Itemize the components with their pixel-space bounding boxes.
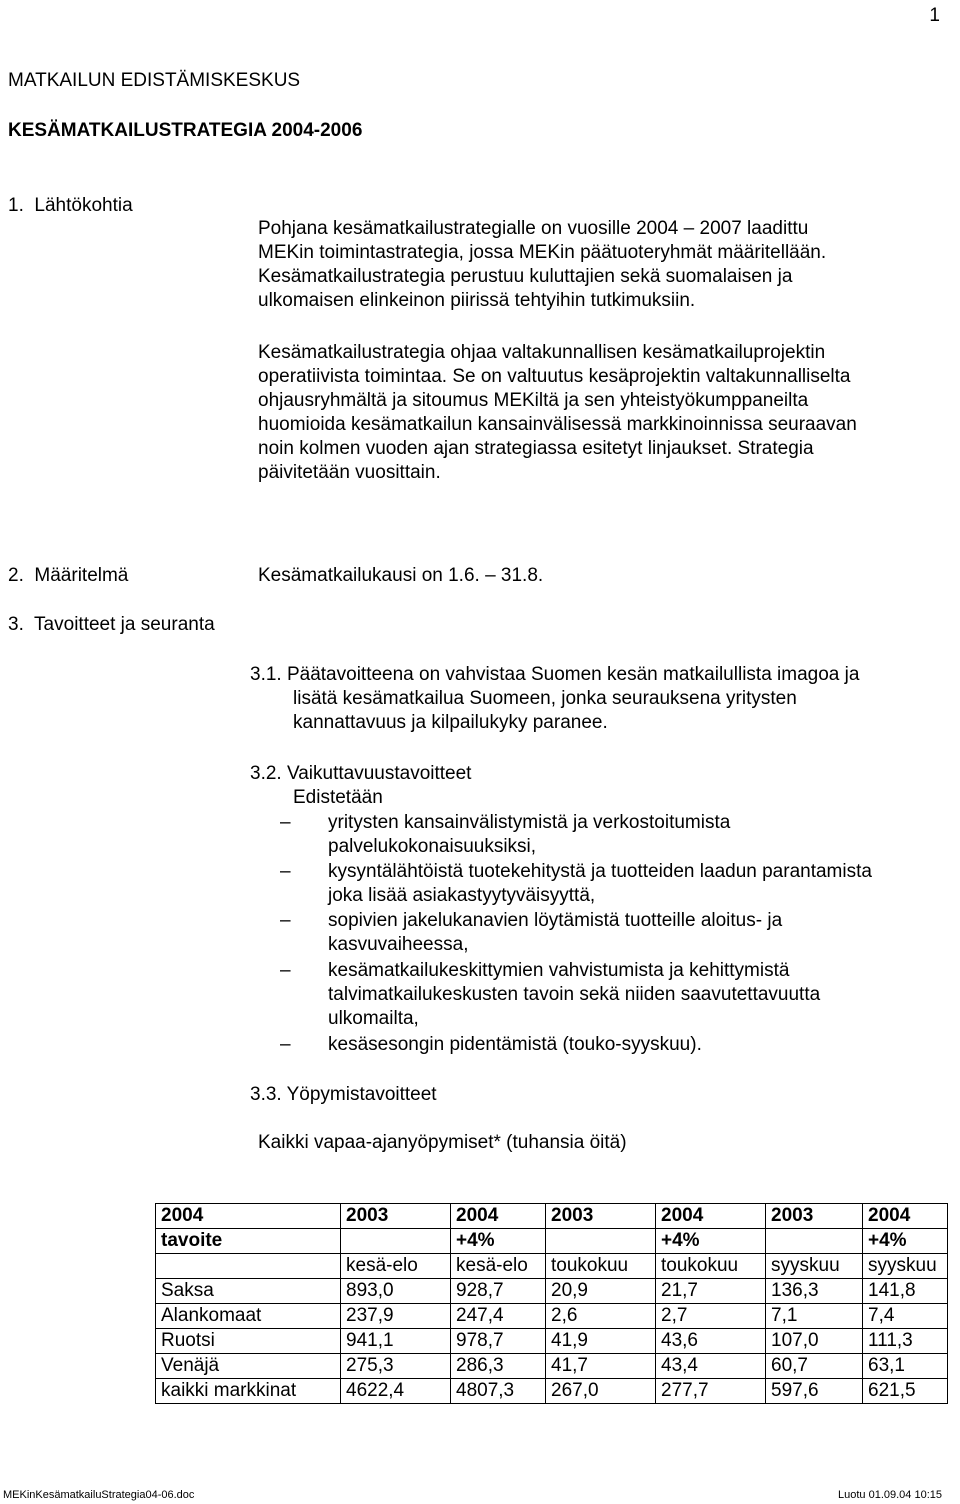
paragraph-line: päivitetään vuosittain. bbox=[258, 462, 441, 483]
table-row bbox=[156, 1354, 948, 1379]
list-item-line: kasvuvaiheessa, bbox=[328, 934, 469, 955]
list-item-line: palvelukokonaisuuksiksi, bbox=[328, 836, 537, 857]
header-cell: 2004 bbox=[156, 1204, 341, 1229]
header-cell: 2004 bbox=[863, 1204, 948, 1229]
header-cell bbox=[341, 1229, 451, 1254]
table-cell: 107,0 bbox=[766, 1329, 863, 1354]
paragraph-line: Kesämatkailustrategia perustuu kuluttajien sekä suomalaisen ja bbox=[258, 266, 793, 287]
table-cell: 111,3 bbox=[863, 1329, 948, 1354]
table-row bbox=[156, 1304, 948, 1329]
paragraph-line: Kesämatkailustrategia ohjaa valtakunnallisen kesämatkailuprojektin bbox=[258, 342, 826, 363]
table-cell: 275,3 bbox=[341, 1354, 451, 1379]
table-cell: 43,4 bbox=[656, 1354, 766, 1379]
paragraph-line: ulkomaisen elinkeinon piirissä tehtyihin tutkimuksiin. bbox=[258, 290, 696, 311]
table-cell: Venäjä bbox=[156, 1354, 341, 1379]
table-cell: Saksa bbox=[156, 1279, 341, 1304]
table-cell: 41,9 bbox=[546, 1329, 656, 1354]
list-item-line: kysyntälähtöistä tuotekehitystä ja tuotteiden laadun parantamista bbox=[328, 861, 872, 882]
header-cell: kesä-elo bbox=[451, 1254, 546, 1279]
table-header-row bbox=[156, 1204, 948, 1229]
overnight-stays-table bbox=[155, 1203, 948, 1404]
section1-heading: 1. Lähtökohtia bbox=[8, 195, 133, 216]
paragraph-line: ohjausryhmältä ja sitoumus MEKiltä ja sen yhteistyökumppaneilta bbox=[258, 390, 809, 411]
section1-paragraph-2 bbox=[258, 341, 948, 485]
table-cell: 597,6 bbox=[766, 1379, 863, 1404]
document-title: KESÄMATKAILUSTRATEGIA 2004-2006 bbox=[8, 120, 363, 141]
footer-created-date: Luotu 01.09.04 10:15 bbox=[838, 1489, 942, 1501]
paragraph-line: Pohjana kesämatkailustrategialle on vuosille 2004 – 2007 laadittu bbox=[258, 218, 809, 239]
table-cell: 2,7 bbox=[656, 1304, 766, 1329]
table-cell: 893,0 bbox=[341, 1279, 451, 1304]
header-cell: tavoite bbox=[156, 1229, 341, 1254]
header-cell: +4% bbox=[451, 1229, 546, 1254]
subsection-3-2-intro: Edistetään bbox=[293, 787, 383, 808]
table-cell: 237,9 bbox=[341, 1304, 451, 1329]
header-cell: +4% bbox=[656, 1229, 766, 1254]
page-number: 1 bbox=[929, 5, 940, 26]
organization-name: MATKAILUN EDISTÄMISKESKUS bbox=[8, 70, 301, 91]
list-item-line: sopivien jakelukanavien löytämistä tuotteille aloitus- ja bbox=[328, 910, 783, 931]
header-cell: toukokuu bbox=[546, 1254, 656, 1279]
dash-bullet-icon: – bbox=[280, 910, 291, 931]
dash-bullet-icon: – bbox=[280, 861, 291, 882]
table-cell: Ruotsi bbox=[156, 1329, 341, 1354]
paragraph-line: huomioida kesämatkailun kansainvälisessä markkinoinnissa seuraavan bbox=[258, 414, 857, 435]
table-cell: Alankomaat bbox=[156, 1304, 341, 1329]
list-item-line: kesäsesongin pidentämistä (touko-syyskuu). bbox=[328, 1034, 702, 1055]
header-cell: +4% bbox=[863, 1229, 948, 1254]
table-cell: 941,1 bbox=[341, 1329, 451, 1354]
dash-bullet-icon: – bbox=[280, 812, 291, 833]
section2-heading: 2. Määritelmä bbox=[8, 565, 129, 586]
table-cell: 4622,4 bbox=[341, 1379, 451, 1404]
dash-bullet-icon: – bbox=[280, 960, 291, 981]
table-header-row bbox=[156, 1229, 948, 1254]
header-cell: 2003 bbox=[546, 1204, 656, 1229]
header-cell: toukokuu bbox=[656, 1254, 766, 1279]
header-cell: kesä-elo bbox=[341, 1254, 451, 1279]
subsection-3-1-line: 3.1. Päätavoitteena on vahvistaa Suomen kesän matkailullista imagoa ja bbox=[250, 664, 860, 685]
list-item-line: ulkomailta, bbox=[328, 1008, 419, 1029]
table-cell: 247,4 bbox=[451, 1304, 546, 1329]
table-cell: 43,6 bbox=[656, 1329, 766, 1354]
header-cell: 2003 bbox=[766, 1204, 863, 1229]
paragraph-line: MEKin toimintastrategia, jossa MEKin päätuoteryhmät määritellään. bbox=[258, 242, 827, 263]
list-item-line: kesämatkailukeskittymien vahvistumista ja kehittymistä bbox=[328, 960, 790, 981]
table-cell: 136,3 bbox=[766, 1279, 863, 1304]
table-cell: 20,9 bbox=[546, 1279, 656, 1304]
header-cell bbox=[766, 1229, 863, 1254]
header-cell: syyskuu bbox=[766, 1254, 863, 1279]
table-cell: 7,1 bbox=[766, 1304, 863, 1329]
header-cell: 2003 bbox=[341, 1204, 451, 1229]
table-caption: Kaikki vapaa-ajanyöpymiset* (tuhansia öitä) bbox=[258, 1132, 627, 1153]
dash-bullet-icon: – bbox=[280, 1034, 291, 1055]
paragraph-line: operatiivista toimintaa. Se on valtuutus kesäprojektin valtakunnalliselta bbox=[258, 366, 851, 387]
header-cell: syyskuu bbox=[863, 1254, 948, 1279]
table-cell: 60,7 bbox=[766, 1354, 863, 1379]
section1-paragraph-1 bbox=[258, 217, 948, 313]
table-cell: 928,7 bbox=[451, 1279, 546, 1304]
table-row bbox=[156, 1329, 948, 1354]
table-cell: 978,7 bbox=[451, 1329, 546, 1354]
header-cell bbox=[546, 1229, 656, 1254]
table-cell: 41,7 bbox=[546, 1354, 656, 1379]
table-cell: 4807,3 bbox=[451, 1379, 546, 1404]
table-header-row bbox=[156, 1254, 948, 1279]
table-cell: 286,3 bbox=[451, 1354, 546, 1379]
list-item-line: joka lisää asiakastyytyväisyyttä, bbox=[328, 885, 596, 906]
table-row bbox=[156, 1279, 948, 1304]
table-cell: 267,0 bbox=[546, 1379, 656, 1404]
header-cell: 2004 bbox=[451, 1204, 546, 1229]
section2-definition: Kesämatkailukausi on 1.6. – 31.8. bbox=[258, 565, 544, 586]
table-cell: 277,7 bbox=[656, 1379, 766, 1404]
table-cell: 2,6 bbox=[546, 1304, 656, 1329]
table-row bbox=[156, 1379, 948, 1404]
table-cell: 63,1 bbox=[863, 1354, 948, 1379]
table-cell: 21,7 bbox=[656, 1279, 766, 1304]
footer-filename: MEKinKesämatkailuStrategia04-06.doc bbox=[3, 1489, 195, 1501]
table-cell: 621,5 bbox=[863, 1379, 948, 1404]
subsection-3-3-heading: 3.3. Yöpymistavoitteet bbox=[250, 1084, 437, 1105]
list-item-line: talvimatkailukeskusten tavoin sekä niiden saavutettavuutta bbox=[328, 984, 821, 1005]
subsection-3-1-line: kannattavuus ja kilpailukyky paranee. bbox=[293, 712, 608, 733]
header-cell bbox=[156, 1254, 341, 1279]
paragraph-line: noin kolmen vuoden ajan strategiassa esitetyt linjaukset. Strategia bbox=[258, 438, 814, 459]
section3-heading: 3. Tavoitteet ja seuranta bbox=[8, 614, 215, 635]
list-item-line: yritysten kansainvälistymistä ja verkostoitumista bbox=[328, 812, 731, 833]
table-cell: kaikki markkinat bbox=[156, 1379, 341, 1404]
subsection-3-2-heading: 3.2. Vaikuttavuustavoitteet bbox=[250, 763, 472, 784]
table-cell: 7,4 bbox=[863, 1304, 948, 1329]
table-cell: 141,8 bbox=[863, 1279, 948, 1304]
subsection-3-1-line: lisätä kesämatkailua Suomeen, jonka seurauksena yritysten bbox=[293, 688, 797, 709]
header-cell: 2004 bbox=[656, 1204, 766, 1229]
